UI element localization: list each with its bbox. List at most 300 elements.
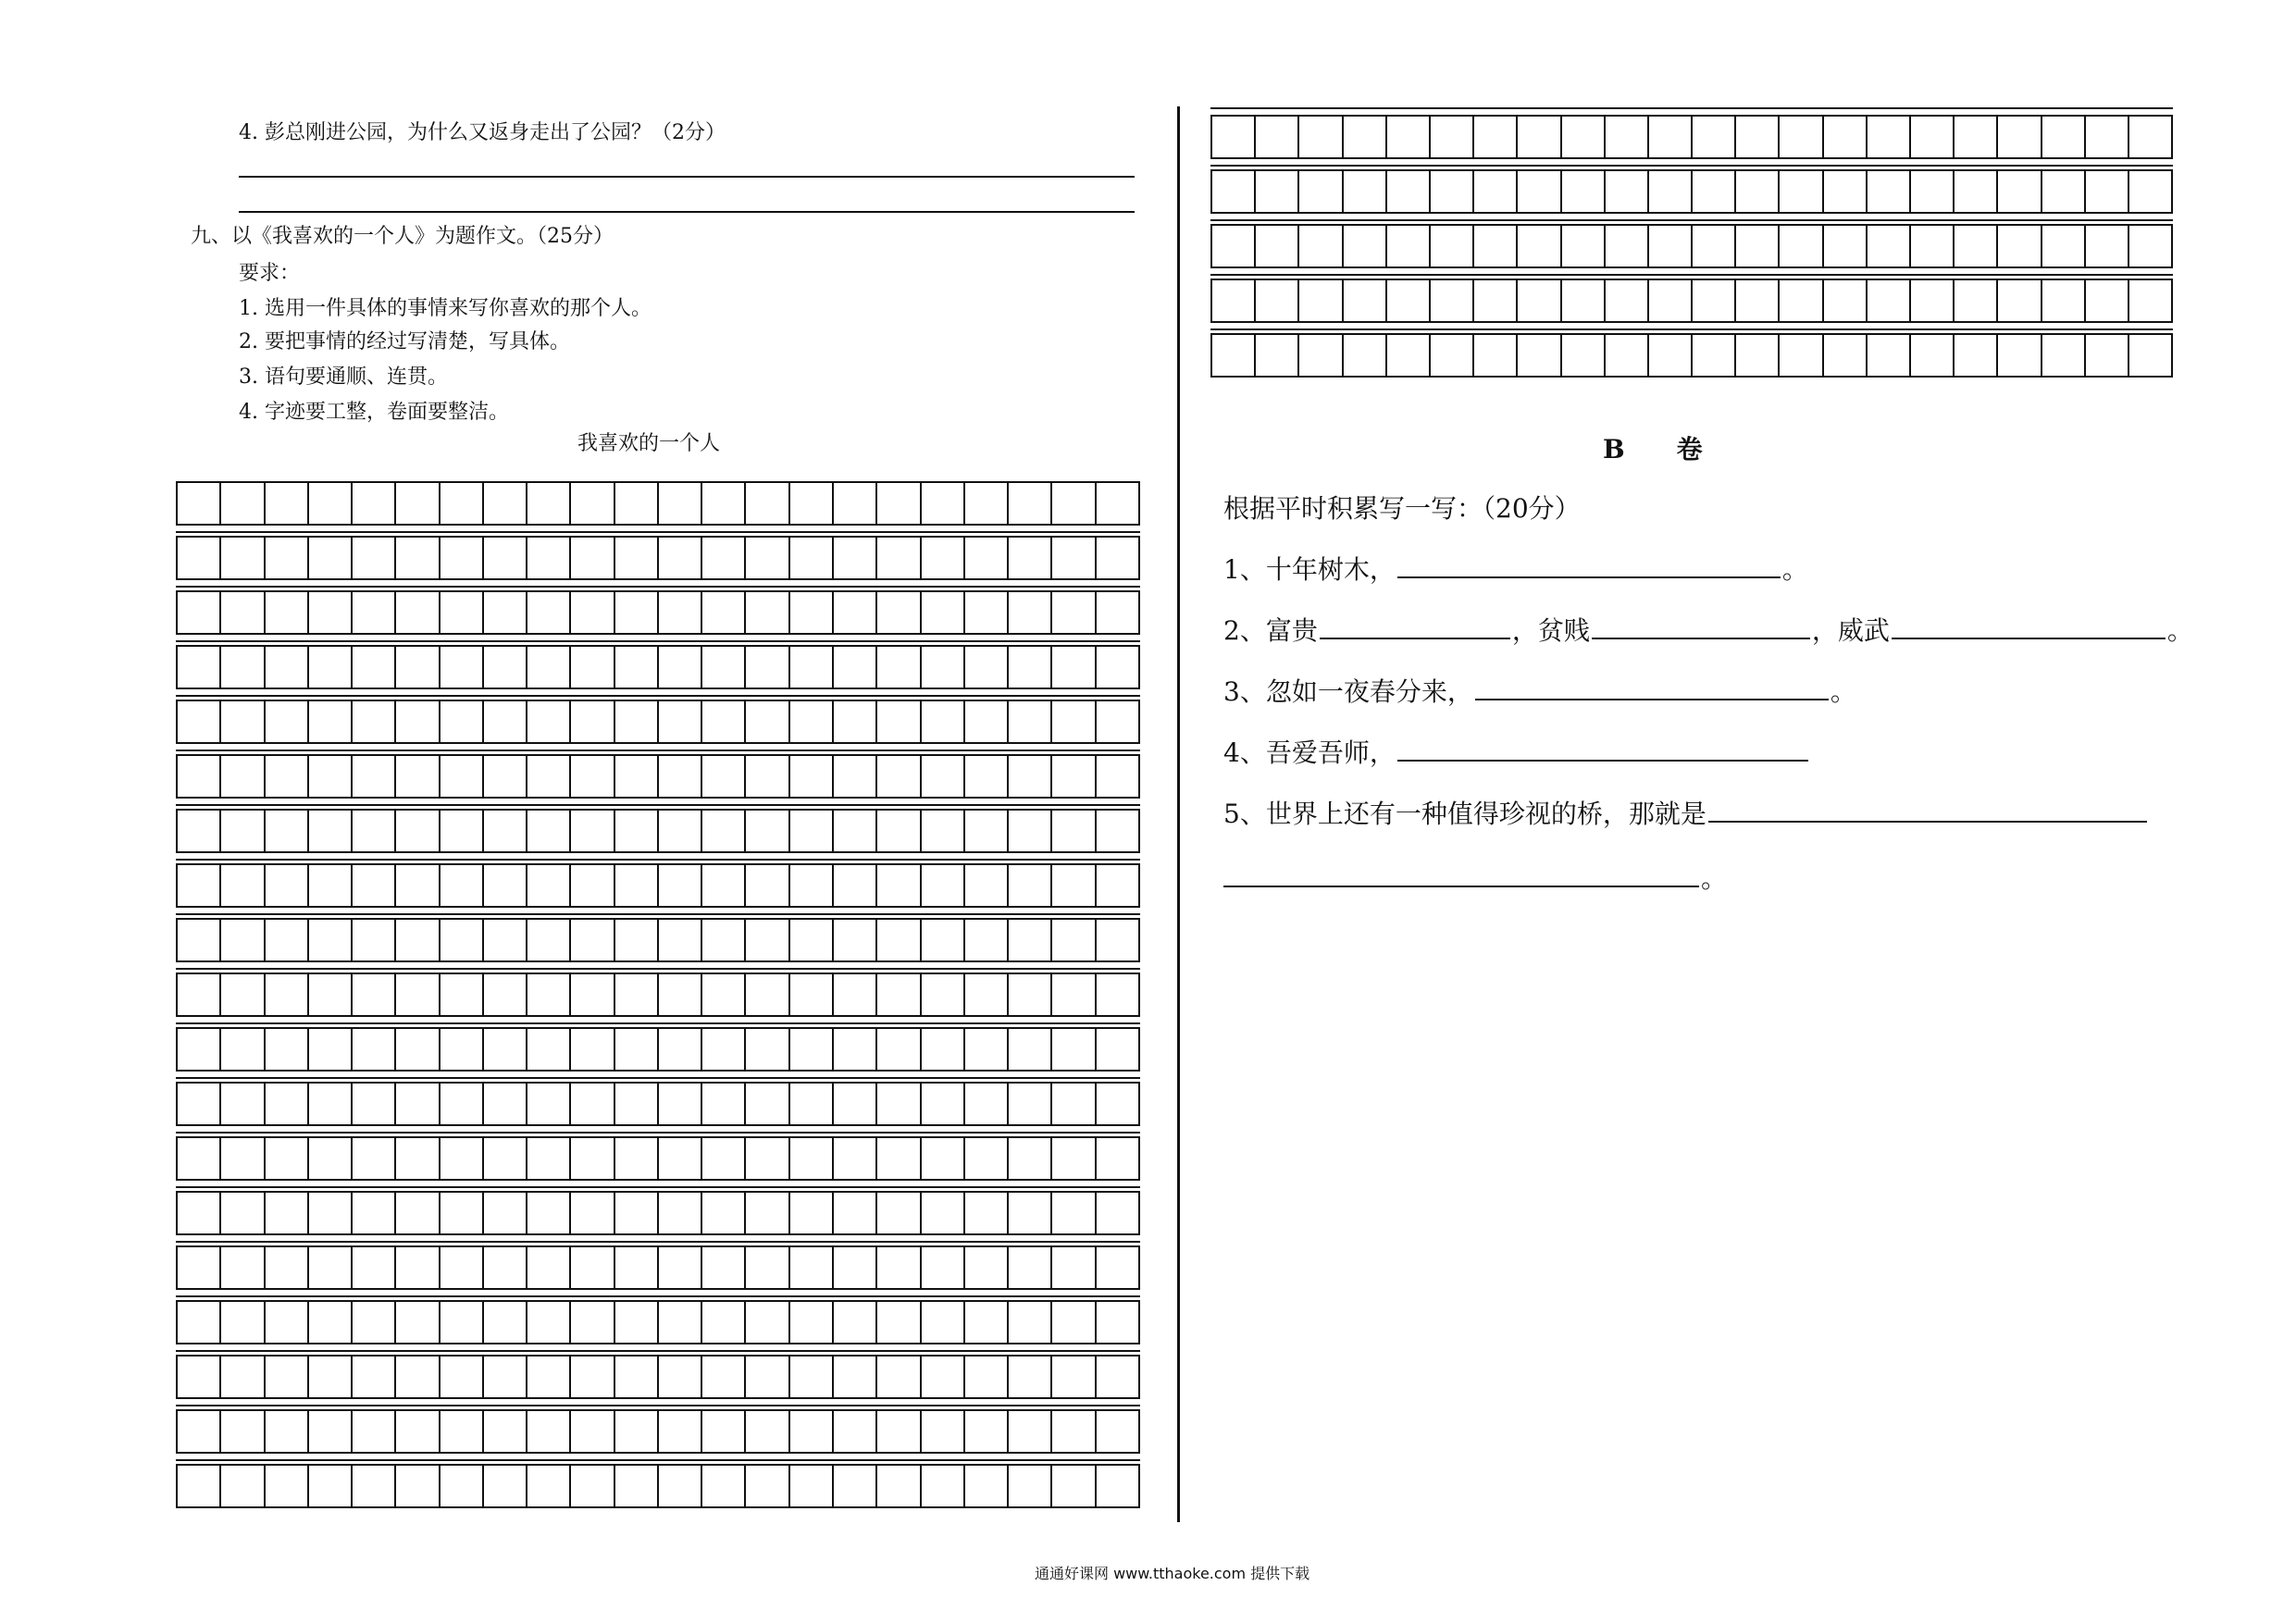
grid-cell[interactable] xyxy=(834,754,877,799)
grid-cell[interactable] xyxy=(746,1245,789,1290)
grid-cell[interactable] xyxy=(834,645,877,689)
grid-cell[interactable] xyxy=(353,973,396,1017)
grid-cell[interactable] xyxy=(746,536,789,580)
grid-cell[interactable] xyxy=(396,1245,440,1290)
grid-cell[interactable] xyxy=(266,590,309,635)
grid-cell[interactable] xyxy=(176,1409,221,1454)
grid-cell[interactable] xyxy=(2086,169,2129,214)
grid-cell[interactable] xyxy=(2086,115,2129,159)
grid-cell[interactable] xyxy=(834,1300,877,1344)
grid-cell[interactable] xyxy=(353,1191,396,1235)
grid-cell[interactable] xyxy=(266,700,309,744)
grid-cell[interactable] xyxy=(571,700,614,744)
grid-cell[interactable] xyxy=(746,700,789,744)
grid-cell[interactable] xyxy=(834,1082,877,1126)
grid-cell[interactable] xyxy=(309,1300,353,1344)
grid-cell[interactable] xyxy=(702,973,746,1017)
grid-cell[interactable] xyxy=(2129,333,2173,378)
grid-cell[interactable] xyxy=(1009,754,1052,799)
grid-cell[interactable] xyxy=(309,1027,353,1072)
grid-cell[interactable] xyxy=(702,1464,746,1508)
grid-cell[interactable] xyxy=(877,809,921,853)
grid-cell[interactable] xyxy=(221,1027,265,1072)
grid-cell[interactable] xyxy=(702,918,746,962)
grid-cell[interactable] xyxy=(1256,169,1299,214)
grid-cell[interactable] xyxy=(1518,279,1561,323)
grid-cell[interactable] xyxy=(746,809,789,853)
grid-cell[interactable] xyxy=(441,1136,484,1181)
grid-cell[interactable] xyxy=(527,1191,571,1235)
grid-cell[interactable] xyxy=(571,1300,614,1344)
grid-cell[interactable] xyxy=(309,973,353,1017)
blank-2b[interactable] xyxy=(1592,613,1810,639)
grid-cell[interactable] xyxy=(441,1355,484,1399)
grid-cell[interactable] xyxy=(266,1409,309,1454)
grid-cell[interactable] xyxy=(1097,1245,1140,1290)
grid-cell[interactable] xyxy=(877,863,921,908)
grid-cell[interactable] xyxy=(484,481,527,526)
grid-cell[interactable] xyxy=(1431,169,1474,214)
grid-cell[interactable] xyxy=(2129,279,2173,323)
grid-cell[interactable] xyxy=(1780,279,1823,323)
grid-cell[interactable] xyxy=(441,1027,484,1072)
grid-cell[interactable] xyxy=(1097,1082,1140,1126)
grid-cell[interactable] xyxy=(2042,224,2086,268)
grid-cell[interactable] xyxy=(1097,590,1140,635)
grid-cell[interactable] xyxy=(877,1027,921,1072)
grid-cell[interactable] xyxy=(221,1082,265,1126)
grid-cell[interactable] xyxy=(353,1136,396,1181)
grid-cell[interactable] xyxy=(1052,645,1096,689)
grid-cell[interactable] xyxy=(309,809,353,853)
grid-cell[interactable] xyxy=(221,863,265,908)
grid-cell[interactable] xyxy=(396,590,440,635)
grid-cell[interactable] xyxy=(309,1464,353,1508)
blank-2c[interactable] xyxy=(1892,613,2166,639)
grid-cell[interactable] xyxy=(790,918,834,962)
grid-cell[interactable] xyxy=(1299,279,1343,323)
grid-cell[interactable] xyxy=(309,481,353,526)
grid-cell[interactable] xyxy=(571,918,614,962)
grid-cell[interactable] xyxy=(176,1027,221,1072)
grid-cell[interactable] xyxy=(353,863,396,908)
grid-cell[interactable] xyxy=(1256,279,1299,323)
grid-cell[interactable] xyxy=(1474,279,1518,323)
continuation-writing-grid[interactable] xyxy=(1210,115,2173,383)
grid-cell[interactable] xyxy=(1911,169,1955,214)
grid-cell[interactable] xyxy=(484,645,527,689)
grid-cell[interactable] xyxy=(1009,1245,1052,1290)
grid-cell[interactable] xyxy=(309,1136,353,1181)
grid-cell[interactable] xyxy=(1097,754,1140,799)
grid-cell[interactable] xyxy=(266,809,309,853)
grid-cell[interactable] xyxy=(221,1409,265,1454)
grid-cell[interactable] xyxy=(1998,169,2042,214)
grid-cell[interactable] xyxy=(266,863,309,908)
grid-cell[interactable] xyxy=(834,481,877,526)
grid-cell[interactable] xyxy=(1097,1027,1140,1072)
grid-cell[interactable] xyxy=(176,1464,221,1508)
grid-cell[interactable] xyxy=(441,645,484,689)
grid-cell[interactable] xyxy=(221,809,265,853)
grid-cell[interactable] xyxy=(221,1191,265,1235)
grid-cell[interactable] xyxy=(1052,590,1096,635)
grid-cell[interactable] xyxy=(221,754,265,799)
grid-cell[interactable] xyxy=(877,754,921,799)
grid-cell[interactable] xyxy=(834,973,877,1017)
grid-cell[interactable] xyxy=(1256,224,1299,268)
grid-cell[interactable] xyxy=(1387,115,1431,159)
grid-cell[interactable] xyxy=(1868,169,1911,214)
grid-cell[interactable] xyxy=(790,1245,834,1290)
grid-cell[interactable] xyxy=(309,1355,353,1399)
grid-cell[interactable] xyxy=(877,1355,921,1399)
grid-cell[interactable] xyxy=(527,536,571,580)
grid-cell[interactable] xyxy=(221,1245,265,1290)
grid-cell[interactable] xyxy=(746,1027,789,1072)
grid-cell[interactable] xyxy=(1097,645,1140,689)
grid-cell[interactable] xyxy=(834,1191,877,1235)
grid-cell[interactable] xyxy=(441,973,484,1017)
grid-cell[interactable] xyxy=(309,1245,353,1290)
grid-cell[interactable] xyxy=(746,645,789,689)
grid-cell[interactable] xyxy=(834,863,877,908)
grid-cell[interactable] xyxy=(877,1136,921,1181)
grid-cell[interactable] xyxy=(1052,1245,1096,1290)
grid-cell[interactable] xyxy=(790,1082,834,1126)
grid-cell[interactable] xyxy=(834,1027,877,1072)
grid-cell[interactable] xyxy=(834,1409,877,1454)
grid-cell[interactable] xyxy=(353,1082,396,1126)
grid-cell[interactable] xyxy=(527,918,571,962)
grid-cell[interactable] xyxy=(1606,333,1649,378)
grid-cell[interactable] xyxy=(965,1027,1009,1072)
grid-cell[interactable] xyxy=(571,1191,614,1235)
grid-cell[interactable] xyxy=(1518,115,1561,159)
grid-cell[interactable] xyxy=(1097,481,1140,526)
grid-cell[interactable] xyxy=(615,1136,659,1181)
grid-cell[interactable] xyxy=(266,1136,309,1181)
grid-cell[interactable] xyxy=(1097,1300,1140,1344)
grid-cell[interactable] xyxy=(659,1191,702,1235)
grid-cell[interactable] xyxy=(965,809,1009,853)
grid-cell[interactable] xyxy=(965,1082,1009,1126)
grid-cell[interactable] xyxy=(176,1136,221,1181)
grid-cell[interactable] xyxy=(353,1409,396,1454)
grid-cell[interactable] xyxy=(659,481,702,526)
grid-cell[interactable] xyxy=(527,1300,571,1344)
grid-cell[interactable] xyxy=(176,1245,221,1290)
grid-cell[interactable] xyxy=(1998,279,2042,323)
grid-cell[interactable] xyxy=(1210,169,1256,214)
grid-cell[interactable] xyxy=(922,918,965,962)
grid-cell[interactable] xyxy=(176,700,221,744)
grid-cell[interactable] xyxy=(1693,115,1736,159)
grid-cell[interactable] xyxy=(396,1409,440,1454)
grid-cell[interactable] xyxy=(527,645,571,689)
essay-writing-grid[interactable] xyxy=(176,481,1140,1518)
grid-cell[interactable] xyxy=(1998,224,2042,268)
grid-cell[interactable] xyxy=(353,1245,396,1290)
grid-cell[interactable] xyxy=(309,590,353,635)
grid-cell[interactable] xyxy=(659,645,702,689)
grid-cell[interactable] xyxy=(877,1191,921,1235)
grid-cell[interactable] xyxy=(1649,333,1693,378)
grid-cell[interactable] xyxy=(266,1300,309,1344)
grid-cell[interactable] xyxy=(571,590,614,635)
grid-cell[interactable] xyxy=(1868,115,1911,159)
grid-cell[interactable] xyxy=(309,1191,353,1235)
grid-cell[interactable] xyxy=(1431,279,1474,323)
grid-cell[interactable] xyxy=(571,481,614,526)
grid-cell[interactable] xyxy=(396,645,440,689)
grid-cell[interactable] xyxy=(1955,169,1998,214)
grid-cell[interactable] xyxy=(746,754,789,799)
grid-cell[interactable] xyxy=(396,1464,440,1508)
grid-cell[interactable] xyxy=(1097,1464,1140,1508)
blank-4[interactable] xyxy=(1397,736,1808,762)
grid-cell[interactable] xyxy=(1097,536,1140,580)
grid-cell[interactable] xyxy=(615,590,659,635)
grid-cell[interactable] xyxy=(965,1300,1009,1344)
blank-5a[interactable] xyxy=(1708,797,2147,823)
grid-cell[interactable] xyxy=(702,754,746,799)
grid-cell[interactable] xyxy=(1299,333,1343,378)
grid-cell[interactable] xyxy=(1052,1082,1096,1126)
grid-cell[interactable] xyxy=(965,1245,1009,1290)
grid-cell[interactable] xyxy=(877,918,921,962)
grid-cell[interactable] xyxy=(396,1355,440,1399)
grid-cell[interactable] xyxy=(790,1191,834,1235)
grid-cell[interactable] xyxy=(571,863,614,908)
grid-cell[interactable] xyxy=(571,809,614,853)
grid-cell[interactable] xyxy=(1009,1082,1052,1126)
grid-cell[interactable] xyxy=(790,536,834,580)
grid-cell[interactable] xyxy=(1868,333,1911,378)
grid-cell[interactable] xyxy=(877,700,921,744)
grid-cell[interactable] xyxy=(746,973,789,1017)
grid-cell[interactable] xyxy=(309,863,353,908)
grid-cell[interactable] xyxy=(922,1245,965,1290)
grid-cell[interactable] xyxy=(615,1245,659,1290)
grid-cell[interactable] xyxy=(1955,333,1998,378)
grid-cell[interactable] xyxy=(527,863,571,908)
grid-cell[interactable] xyxy=(877,645,921,689)
answer-line-2[interactable] xyxy=(239,211,1135,213)
grid-cell[interactable] xyxy=(1824,169,1868,214)
grid-cell[interactable] xyxy=(266,918,309,962)
grid-cell[interactable] xyxy=(309,536,353,580)
grid-cell[interactable] xyxy=(484,700,527,744)
grid-cell[interactable] xyxy=(877,1464,921,1508)
grid-cell[interactable] xyxy=(396,973,440,1017)
grid-cell[interactable] xyxy=(176,754,221,799)
grid-cell[interactable] xyxy=(1009,918,1052,962)
grid-cell[interactable] xyxy=(702,1191,746,1235)
grid-cell[interactable] xyxy=(441,1245,484,1290)
grid-cell[interactable] xyxy=(1097,1409,1140,1454)
grid-cell[interactable] xyxy=(1649,224,1693,268)
grid-cell[interactable] xyxy=(922,1464,965,1508)
grid-cell[interactable] xyxy=(266,1355,309,1399)
grid-cell[interactable] xyxy=(1009,1300,1052,1344)
grid-cell[interactable] xyxy=(484,754,527,799)
grid-cell[interactable] xyxy=(1562,279,1606,323)
grid-cell[interactable] xyxy=(353,1464,396,1508)
grid-cell[interactable] xyxy=(1955,224,1998,268)
grid-cell[interactable] xyxy=(922,973,965,1017)
grid-cell[interactable] xyxy=(571,1409,614,1454)
grid-cell[interactable] xyxy=(2129,169,2173,214)
grid-cell[interactable] xyxy=(702,1245,746,1290)
grid-cell[interactable] xyxy=(965,645,1009,689)
grid-cell[interactable] xyxy=(965,590,1009,635)
grid-cell[interactable] xyxy=(1009,973,1052,1017)
grid-cell[interactable] xyxy=(571,1355,614,1399)
grid-cell[interactable] xyxy=(615,481,659,526)
grid-cell[interactable] xyxy=(702,1355,746,1399)
grid-cell[interactable] xyxy=(659,1027,702,1072)
grid-cell[interactable] xyxy=(1052,1136,1096,1181)
grid-cell[interactable] xyxy=(221,918,265,962)
grid-cell[interactable] xyxy=(659,754,702,799)
grid-cell[interactable] xyxy=(877,1300,921,1344)
grid-cell[interactable] xyxy=(353,1027,396,1072)
grid-cell[interactable] xyxy=(922,481,965,526)
grid-cell[interactable] xyxy=(746,1136,789,1181)
grid-cell[interactable] xyxy=(922,700,965,744)
grid-cell[interactable] xyxy=(615,1409,659,1454)
grid-cell[interactable] xyxy=(659,918,702,962)
grid-cell[interactable] xyxy=(790,590,834,635)
grid-cell[interactable] xyxy=(396,481,440,526)
grid-cell[interactable] xyxy=(834,536,877,580)
grid-cell[interactable] xyxy=(615,973,659,1017)
grid-cell[interactable] xyxy=(1009,863,1052,908)
grid-cell[interactable] xyxy=(353,1300,396,1344)
grid-cell[interactable] xyxy=(659,1082,702,1126)
answer-line-1[interactable] xyxy=(239,176,1135,178)
grid-cell[interactable] xyxy=(176,1355,221,1399)
grid-cell[interactable] xyxy=(746,481,789,526)
grid-cell[interactable] xyxy=(221,1300,265,1344)
grid-cell[interactable] xyxy=(790,645,834,689)
grid-cell[interactable] xyxy=(353,645,396,689)
grid-cell[interactable] xyxy=(1824,224,1868,268)
grid-cell[interactable] xyxy=(702,645,746,689)
grid-cell[interactable] xyxy=(527,809,571,853)
grid-cell[interactable] xyxy=(309,1082,353,1126)
grid-cell[interactable] xyxy=(790,1300,834,1344)
grid-cell[interactable] xyxy=(221,590,265,635)
grid-cell[interactable] xyxy=(484,1191,527,1235)
grid-cell[interactable] xyxy=(1052,973,1096,1017)
blank-3[interactable] xyxy=(1475,675,1829,700)
grid-cell[interactable] xyxy=(965,1409,1009,1454)
grid-cell[interactable] xyxy=(1387,279,1431,323)
grid-cell[interactable] xyxy=(396,918,440,962)
grid-cell[interactable] xyxy=(790,481,834,526)
grid-cell[interactable] xyxy=(1518,169,1561,214)
grid-cell[interactable] xyxy=(1344,115,1387,159)
grid-cell[interactable] xyxy=(702,863,746,908)
grid-cell[interactable] xyxy=(1387,224,1431,268)
grid-cell[interactable] xyxy=(309,700,353,744)
grid-cell[interactable] xyxy=(834,809,877,853)
grid-cell[interactable] xyxy=(1955,115,1998,159)
grid-cell[interactable] xyxy=(2042,279,2086,323)
grid-cell[interactable] xyxy=(527,973,571,1017)
grid-cell[interactable] xyxy=(659,1409,702,1454)
grid-cell[interactable] xyxy=(1736,115,1780,159)
grid-cell[interactable] xyxy=(1052,754,1096,799)
grid-cell[interactable] xyxy=(790,1136,834,1181)
grid-cell[interactable] xyxy=(1009,1027,1052,1072)
grid-cell[interactable] xyxy=(877,590,921,635)
grid-cell[interactable] xyxy=(834,700,877,744)
grid-cell[interactable] xyxy=(659,1464,702,1508)
grid-cell[interactable] xyxy=(746,863,789,908)
grid-cell[interactable] xyxy=(484,1464,527,1508)
grid-cell[interactable] xyxy=(1344,279,1387,323)
grid-cell[interactable] xyxy=(176,1191,221,1235)
grid-cell[interactable] xyxy=(527,700,571,744)
grid-cell[interactable] xyxy=(1097,809,1140,853)
grid-cell[interactable] xyxy=(659,863,702,908)
grid-cell[interactable] xyxy=(615,809,659,853)
grid-cell[interactable] xyxy=(1097,973,1140,1017)
grid-cell[interactable] xyxy=(266,536,309,580)
grid-cell[interactable] xyxy=(1009,645,1052,689)
grid-cell[interactable] xyxy=(221,536,265,580)
grid-cell[interactable] xyxy=(1431,224,1474,268)
grid-cell[interactable] xyxy=(922,536,965,580)
grid-cell[interactable] xyxy=(1299,115,1343,159)
grid-cell[interactable] xyxy=(965,481,1009,526)
grid-cell[interactable] xyxy=(353,536,396,580)
grid-cell[interactable] xyxy=(1210,333,1256,378)
grid-cell[interactable] xyxy=(922,1082,965,1126)
grid-cell[interactable] xyxy=(571,1245,614,1290)
grid-cell[interactable] xyxy=(176,1082,221,1126)
grid-cell[interactable] xyxy=(702,1136,746,1181)
grid-cell[interactable] xyxy=(790,1355,834,1399)
grid-cell[interactable] xyxy=(571,536,614,580)
grid-cell[interactable] xyxy=(396,809,440,853)
grid-cell[interactable] xyxy=(1780,224,1823,268)
grid-cell[interactable] xyxy=(1097,1355,1140,1399)
grid-cell[interactable] xyxy=(1009,1355,1052,1399)
grid-cell[interactable] xyxy=(922,1409,965,1454)
grid-cell[interactable] xyxy=(527,754,571,799)
grid-cell[interactable] xyxy=(746,1300,789,1344)
grid-cell[interactable] xyxy=(615,1082,659,1126)
grid-cell[interactable] xyxy=(702,481,746,526)
grid-cell[interactable] xyxy=(266,754,309,799)
grid-cell[interactable] xyxy=(1344,333,1387,378)
grid-cell[interactable] xyxy=(1009,1136,1052,1181)
grid-cell[interactable] xyxy=(396,1082,440,1126)
grid-cell[interactable] xyxy=(441,590,484,635)
grid-cell[interactable] xyxy=(1210,115,1256,159)
grid-cell[interactable] xyxy=(396,536,440,580)
grid-cell[interactable] xyxy=(965,863,1009,908)
grid-cell[interactable] xyxy=(571,645,614,689)
grid-cell[interactable] xyxy=(1824,115,1868,159)
grid-cell[interactable] xyxy=(266,1027,309,1072)
grid-cell[interactable] xyxy=(615,863,659,908)
grid-cell[interactable] xyxy=(484,1300,527,1344)
